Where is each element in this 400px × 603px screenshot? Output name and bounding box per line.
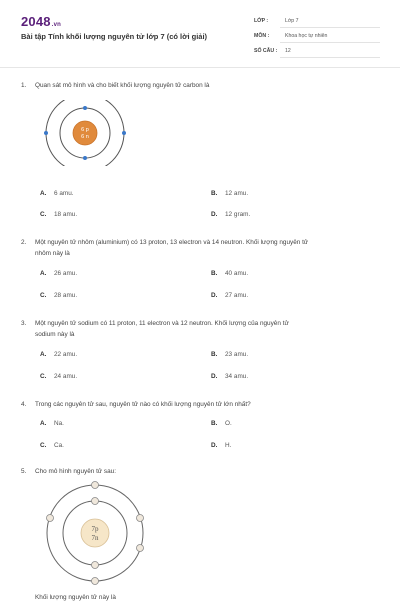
header-divider (0, 67, 400, 68)
question-3-option-d[interactable]: D. 34 amu. (211, 373, 249, 380)
question-5-text: 5. Cho mô hình nguyên tử sau: (21, 468, 117, 475)
worksheet-title: Bài tập Tính khối lượng nguyên tử lớp 7 (có lời giải) (21, 32, 208, 41)
question-2-option-a[interactable]: A. 26 amu. (40, 270, 78, 277)
subject-label: MÔN : (254, 33, 270, 39)
question-1-option-b[interactable]: B. 12 amu. (211, 190, 249, 197)
nitrogen-atom-diagram (42, 480, 148, 586)
question-4-option-d[interactable]: D. H. (211, 442, 232, 449)
question-4-option-b[interactable]: B. O. (211, 420, 232, 427)
question-4-option-c[interactable]: C. Ca. (40, 442, 64, 449)
question-3-option-b[interactable]: B. 23 amu. (211, 351, 249, 358)
grade-value: Lớp 7 (285, 18, 299, 24)
question-1-option-a[interactable]: A. 6 amu. (40, 190, 74, 197)
meta-divider (280, 27, 380, 28)
question-2-option-b[interactable]: B. 40 amu. (211, 270, 249, 277)
question-1-text: 1. Quan sát mô hình và cho biết khối lượng nguyên tử carbon là (21, 82, 210, 89)
subject-value: Khoa học tự nhiên (285, 33, 328, 39)
question-5-trailing-text: Khối lượng nguyên tử này là (35, 594, 116, 601)
carbon-nucleus-neutrons: 6 n (81, 134, 89, 140)
question-4-text: 4. Trong các nguyên tử sau, nguyên tử nào có khối lượng nguyên tử lớn nhất? (21, 401, 251, 408)
site-logo[interactable]: 2048.vn (21, 14, 62, 29)
question-2-option-d[interactable]: D. 27 amu. (211, 292, 249, 299)
nitrogen-nucleus-protons: 7p (91, 525, 99, 533)
question-2-option-c[interactable]: C. 28 amu. (40, 292, 78, 299)
carbon-nucleus-protons: 6 p (81, 127, 89, 133)
question-count-label: SỐ CÂU : (254, 48, 278, 54)
nitrogen-nucleus-neutrons: 7n (91, 534, 99, 542)
grade-label: LỚP : (254, 18, 269, 24)
meta-divider (280, 42, 380, 43)
question-1-option-d[interactable]: D. 12 gram. (211, 211, 251, 218)
question-4-option-a[interactable]: A. Na. (40, 420, 64, 427)
question-3-option-c[interactable]: C. 24 amu. (40, 373, 78, 380)
carbon-atom-diagram (43, 100, 127, 166)
question-3-text: 3. Một nguyên tử sodium có 11 proton, 11 electron và 12 neutron. Khối lượng của nguyên tử sodium này là (21, 320, 289, 338)
question-3-option-a[interactable]: A. 22 amu. (40, 351, 78, 358)
question-1-option-c[interactable]: C. 18 amu. (40, 211, 78, 218)
question-count-value: 12 (285, 48, 291, 54)
meta-divider (280, 57, 380, 58)
question-2-text: 2. Một nguyên tử nhôm (aluminium) có 13 proton, 13 electron và 14 neutron. Khối lượng nguyên tử nhôm này là (21, 239, 309, 257)
